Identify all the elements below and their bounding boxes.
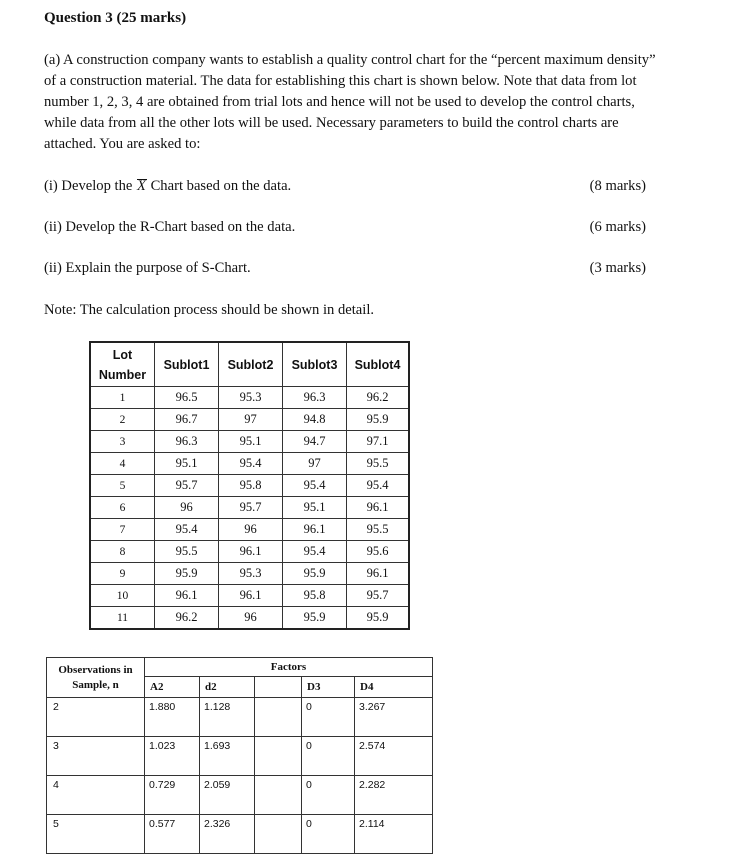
sublot1-cell: 96.5: [155, 387, 219, 409]
sublot3-cell: 96.1: [283, 519, 347, 541]
header-lot-line1: Lot: [112, 347, 133, 362]
sublot4-cell: 96.1: [347, 497, 410, 519]
lot-number-cell: 2: [90, 409, 155, 431]
sublot1-cell: 96.3: [155, 431, 219, 453]
factors-table: [46, 657, 433, 854]
part-iii-marks: (3 marks): [589, 260, 646, 276]
header-sublot4: Sublot4: [347, 342, 410, 387]
sublot3-cell: 95.9: [283, 563, 347, 585]
header-sublot3: Sublot3: [283, 342, 347, 387]
sample-size-cell: 4: [47, 776, 145, 815]
factor-a2-cell: 1.023: [145, 737, 200, 776]
sublot2-cell: 95.4: [219, 453, 283, 475]
sublot2-cell: 95.1: [219, 431, 283, 453]
factors-row: [47, 698, 433, 737]
sample-size-cell: 5: [47, 815, 145, 854]
factor-empty-cell: [255, 698, 302, 737]
note-text: Note: The calculation process should be shown in detail.: [44, 302, 375, 318]
table-row: [90, 387, 409, 409]
factors-header-row: [47, 658, 433, 677]
sublot4-cell: 95.6: [347, 541, 410, 563]
header-factors: Factors: [145, 658, 433, 677]
table-row: [90, 585, 409, 607]
lot-number-cell: 1: [90, 387, 155, 409]
factor-d4-cell: 3.267: [355, 698, 433, 737]
header-d3: D3: [302, 677, 355, 698]
part-ii-marks: (6 marks): [589, 219, 646, 235]
part-ii: (ii) Develop the R-Chart based on the data.: [44, 219, 296, 235]
part-i-marks: (8 marks): [589, 178, 646, 194]
sublot4-cell: 96.1: [347, 563, 410, 585]
sublot1-cell: 95.4: [155, 519, 219, 541]
sublot4-cell: 95.9: [347, 607, 410, 630]
header-d2: d2: [200, 677, 255, 698]
sublot4-cell: 96.2: [347, 387, 410, 409]
header-sublot2: Sublot2: [219, 342, 283, 387]
sublot2-cell: 95.3: [219, 563, 283, 585]
header-a2: A2: [145, 677, 200, 698]
part-i: [44, 178, 291, 195]
table-row: [90, 607, 409, 630]
sublot2-cell: 96.1: [219, 541, 283, 563]
sublot4-cell: 95.9: [347, 409, 410, 431]
table-header-row: [90, 342, 409, 387]
factor-d2-cell: 1.693: [200, 737, 255, 776]
table-row: [90, 519, 409, 541]
header-empty: [255, 677, 302, 698]
sublot2-cell: 96.1: [219, 585, 283, 607]
sublot2-cell: 95.3: [219, 387, 283, 409]
table-row: [90, 475, 409, 497]
factor-d3-cell: 0: [302, 737, 355, 776]
question-title: Question 3 (25 marks): [44, 10, 187, 26]
lot-number-cell: 5: [90, 475, 155, 497]
factor-a2-cell: 0.577: [145, 815, 200, 854]
sublot2-cell: 97: [219, 409, 283, 431]
factor-d4-cell: 2.114: [355, 815, 433, 854]
sublot2-cell: 96: [219, 519, 283, 541]
factor-a2-cell: 0.729: [145, 776, 200, 815]
factor-d4-cell: 2.574: [355, 737, 433, 776]
sublot1-cell: 95.1: [155, 453, 219, 475]
sublot3-cell: 95.4: [283, 475, 347, 497]
sample-size-cell: 2: [47, 698, 145, 737]
factor-d3-cell: 0: [302, 815, 355, 854]
factor-empty-cell: [255, 776, 302, 815]
sublot2-cell: 96: [219, 607, 283, 630]
sublot1-cell: 96.1: [155, 585, 219, 607]
lot-number-cell: 4: [90, 453, 155, 475]
sublot3-cell: 94.7: [283, 431, 347, 453]
sublot4-cell: 95.4: [347, 475, 410, 497]
sublot4-cell: 97.1: [347, 431, 410, 453]
sublot3-cell: 97: [283, 453, 347, 475]
factors-row: [47, 776, 433, 815]
factors-row: [47, 737, 433, 776]
header-sublot1: Sublot1: [155, 342, 219, 387]
header-d4: D4: [355, 677, 433, 698]
header-lot-line2: Number: [98, 367, 147, 382]
sublot3-cell: 95.1: [283, 497, 347, 519]
sublot1-cell: 96.2: [155, 607, 219, 630]
factor-d2-cell: 1.128: [200, 698, 255, 737]
factor-d2-cell: 2.326: [200, 815, 255, 854]
table-row: [90, 453, 409, 475]
sublot4-cell: 95.5: [347, 519, 410, 541]
lot-number-cell: 8: [90, 541, 155, 563]
sublot1-cell: 96.7: [155, 409, 219, 431]
factor-d4-cell: 2.282: [355, 776, 433, 815]
header-observations: [47, 658, 145, 698]
sublot3-cell: 96.3: [283, 387, 347, 409]
sublot3-cell: 95.8: [283, 585, 347, 607]
sublot1-cell: 95.9: [155, 563, 219, 585]
lot-number-cell: 7: [90, 519, 155, 541]
sublot1-cell: 95.5: [155, 541, 219, 563]
sublot1-cell: 95.7: [155, 475, 219, 497]
factor-d3-cell: 0: [302, 776, 355, 815]
lot-data-table: [89, 341, 410, 630]
table-row: [90, 563, 409, 585]
factor-d2-cell: 2.059: [200, 776, 255, 815]
lot-number-cell: 10: [90, 585, 155, 607]
obs-line1: Observations in: [58, 663, 133, 676]
table-row: [90, 541, 409, 563]
table-row: [90, 497, 409, 519]
sublot3-cell: 94.8: [283, 409, 347, 431]
header-lot-number: [90, 342, 155, 387]
factor-d3-cell: 0: [302, 698, 355, 737]
lot-number-cell: 6: [90, 497, 155, 519]
lot-number-cell: 11: [90, 607, 155, 630]
sublot4-cell: 95.7: [347, 585, 410, 607]
factor-a2-cell: 1.880: [145, 698, 200, 737]
question-intro: (a) A construction company wants to establish a quality control chart for the “percent maximum density” of a construction material. The data for establishing this chart is shown below. Note that data from lot number 1, 2, 3, 4 are obtained from trial lots and hence will not be used to develop the control charts, while data from all the other lots will be used. Necessary parameters to build the control charts are attached. You are asked to:: [44, 52, 656, 152]
obs-line2: Sample, n: [72, 678, 119, 691]
part-i-prefix: (i) Develop the: [44, 178, 133, 194]
sublot2-cell: 95.8: [219, 475, 283, 497]
sublot1-cell: 96: [155, 497, 219, 519]
factor-empty-cell: [255, 737, 302, 776]
lot-number-cell: 3: [90, 431, 155, 453]
sublot3-cell: 95.9: [283, 607, 347, 630]
sublot4-cell: 95.5: [347, 453, 410, 475]
sublot2-cell: 95.7: [219, 497, 283, 519]
table-row: [90, 409, 409, 431]
sample-size-cell: 3: [47, 737, 145, 776]
sublot3-cell: 95.4: [283, 541, 347, 563]
x-bar-symbol: X: [137, 178, 146, 194]
part-iii: (ii) Explain the purpose of S-Chart.: [44, 260, 251, 276]
lot-number-cell: 9: [90, 563, 155, 585]
part-i-suffix: Chart based on the data.: [150, 178, 292, 194]
table-row: [90, 431, 409, 453]
